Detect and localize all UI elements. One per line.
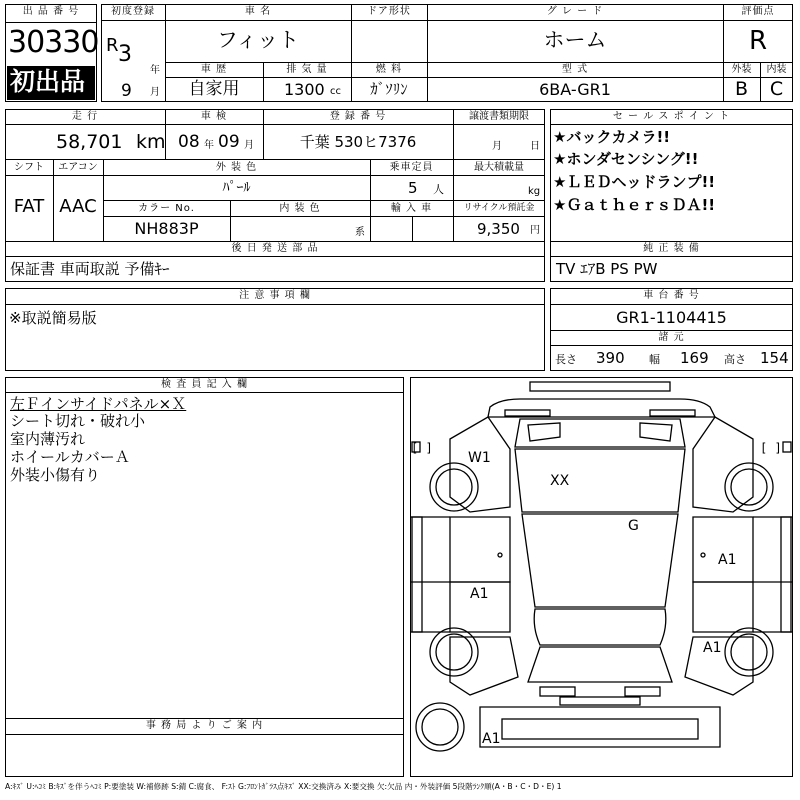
inspection-year-unit: 年: [204, 140, 214, 151]
lot-header: 出 品 番 号: [22, 6, 80, 17]
reg-era: R: [106, 35, 119, 56]
year-unit: 年: [150, 65, 160, 76]
divider: [5, 159, 545, 160]
car-diagram: [410, 377, 793, 777]
height-label: 高さ: [724, 353, 746, 366]
divider: [550, 345, 793, 346]
inspection-month-unit: 月: [244, 140, 254, 151]
divider: [5, 718, 404, 719]
inspector-line: 室内薄汚れ: [10, 430, 86, 448]
sales-point: ★バックカメラ!!: [553, 128, 671, 146]
reg-year: 3: [118, 42, 132, 67]
shift-header: シフト: [14, 162, 44, 173]
divider: [5, 256, 545, 257]
ac-value: AAC: [59, 196, 97, 217]
interior-value: C: [769, 78, 784, 100]
recycle-header: リサイクル預託金: [463, 203, 535, 213]
width-value: 169: [680, 349, 709, 367]
int-color-unit: 系: [355, 227, 365, 238]
first-listing-text: 初出品: [10, 67, 86, 96]
divider: [103, 216, 545, 217]
model-header: 型 式: [561, 64, 589, 75]
displacement-header: 排 気 量: [286, 64, 328, 75]
divider: [5, 392, 404, 393]
divider: [5, 241, 545, 242]
damage-mark: A1: [703, 640, 722, 656]
specs-header: 諸 元: [658, 332, 685, 343]
recycle-unit: 円: [530, 225, 540, 236]
divider: [550, 241, 793, 242]
import-header: 輸 入 車: [390, 203, 433, 214]
divider: [550, 256, 793, 257]
plate-header: 登 録 番 号: [329, 111, 387, 122]
divider: [723, 20, 793, 21]
later-value: 保証書 車両取説 予備ｷｰ: [10, 260, 170, 278]
divider: [5, 22, 97, 23]
height-value: 154: [760, 349, 789, 367]
reg-header: 初度登録: [111, 6, 155, 17]
divider: [101, 20, 723, 21]
length-label: 長さ: [555, 353, 577, 366]
equipment-value: TV ｴｱB PS PW: [556, 260, 658, 278]
equipment-header: 純 正 装 備: [643, 243, 700, 254]
interior-header: 内装: [766, 64, 787, 75]
sales-point: ★ホンダセンシング!!: [553, 150, 699, 168]
damage-mark: W1: [468, 450, 491, 466]
score-header: 評価点: [741, 6, 775, 17]
ac-header: エアコン: [58, 162, 98, 173]
payload-unit: kg: [528, 186, 541, 197]
damage-mark: A1: [718, 552, 737, 568]
mileage-value: 58,701: [56, 131, 123, 153]
sales-point: ★ＬＥＤヘッドランプ!!: [553, 173, 716, 191]
transfer-day-unit: 日: [530, 141, 540, 152]
fuel-value: ｶﾞｿﾘﾝ: [370, 80, 408, 98]
divider: [5, 124, 545, 125]
damage-mark: A1: [470, 586, 489, 602]
divider: [550, 330, 793, 331]
damage-mark: XX: [550, 473, 570, 489]
reg-month: 9: [121, 81, 132, 101]
grade-value: ホーム: [543, 28, 607, 52]
width-label: 幅: [649, 353, 660, 366]
recycle-value: 9,350: [477, 220, 520, 238]
inspection-header: 車 検: [200, 111, 228, 122]
transfer-header: 譲渡書類期限: [469, 111, 529, 122]
ext-color-header: 外 装 色: [215, 162, 258, 173]
inspector-header: 検 査 員 記 入 欄: [161, 379, 248, 390]
color-no-value: NH883P: [134, 219, 199, 238]
chassis-header: 車 台 番 号: [643, 290, 700, 301]
payload-header: 最大積載量: [474, 162, 524, 173]
inspector-line: 外装小傷有り: [10, 466, 101, 484]
mileage-unit: km: [136, 131, 166, 153]
int-color-header: 内 装 色: [279, 203, 321, 214]
later-header: 後 日 発 送 部 品: [231, 243, 319, 254]
displacement-value: 1300: [284, 80, 325, 99]
divider: [165, 77, 723, 78]
divider: [165, 62, 723, 63]
plate-value: 千葉 530ヒ7376: [299, 133, 417, 151]
divider: [5, 734, 404, 735]
capacity-header: 乗車定員: [389, 162, 434, 173]
diagram-bracket-left: [ ]: [411, 441, 433, 455]
car-name: フィット: [216, 28, 300, 52]
divider: [550, 304, 793, 305]
divider: [5, 304, 545, 305]
caution-header: 注 意 事 項 欄: [239, 290, 311, 301]
color-no-header: カラー No.: [138, 203, 195, 214]
door-header: ドア形状: [367, 6, 411, 17]
divider: [103, 200, 545, 201]
damage-mark: A1: [482, 731, 501, 747]
model-value: 6BA-GR1: [539, 80, 611, 99]
car-name-header: 車 名: [244, 6, 272, 17]
damage-mark: G: [628, 518, 639, 534]
ext-color-value: ﾊﾟｰﾙ: [222, 180, 251, 196]
divider: [412, 216, 413, 241]
divider: [550, 124, 793, 125]
office-header: 事 務 局 よ り ご 案 内: [145, 720, 264, 731]
diagram-bracket-right: [ ]: [760, 441, 782, 455]
inspector-line: 左Ｆインサイドパネル×Ｘ: [10, 395, 187, 413]
capacity-value: 5: [408, 179, 418, 197]
caution-value: ※取説簡易版: [9, 309, 97, 327]
inspector-line: ホイールカバーＡ: [10, 448, 130, 466]
history-value: 自家用: [188, 79, 240, 99]
sales-header: セ ー ル ス ポ イ ン ト: [612, 111, 731, 122]
length-value: 390: [596, 349, 625, 367]
shift-value: FAT: [13, 196, 45, 217]
divider: [5, 175, 545, 176]
lot-number: 30330: [8, 25, 99, 60]
mileage-header: 走 行: [71, 111, 99, 122]
displacement-unit: cc: [330, 86, 341, 97]
history-header: 車 歴: [200, 64, 228, 75]
inspection-year: 08: [178, 132, 200, 152]
exterior-value: B: [734, 78, 749, 100]
chassis-value: GR1-1104415: [616, 308, 727, 327]
score-value: R: [748, 26, 768, 56]
inspection-month: 09: [218, 132, 240, 152]
grade-header: グ レ ー ド: [546, 6, 604, 17]
capacity-unit: 人: [433, 183, 444, 196]
legend: A:ｷｽﾞ U:ﾍｺﾐ B:ｷｽﾞを伴うﾍｺﾐ P:要塗装 W:補修跡 S:錆 C:腐食、 F:ｽﾄ G:ﾌﾛﾝﾄｶﾞﾗｽ点ｷｽﾞ XX:交換済み X:要交換 欠:欠品 内・外装評価 5段階ﾗﾝｸ順(A・B・C・D・E) 1: [5, 782, 562, 791]
transfer-month-unit: 月: [492, 141, 502, 152]
exterior-header: 外装: [731, 64, 752, 75]
fuel-header: 燃 料: [375, 64, 403, 75]
divider: [723, 62, 793, 63]
sales-point: ★ＧａｔｈｅｒｓＤＡ!!: [553, 196, 716, 214]
month-unit: 月: [150, 87, 160, 98]
inspector-line: シート切れ・破れ小: [10, 412, 146, 430]
